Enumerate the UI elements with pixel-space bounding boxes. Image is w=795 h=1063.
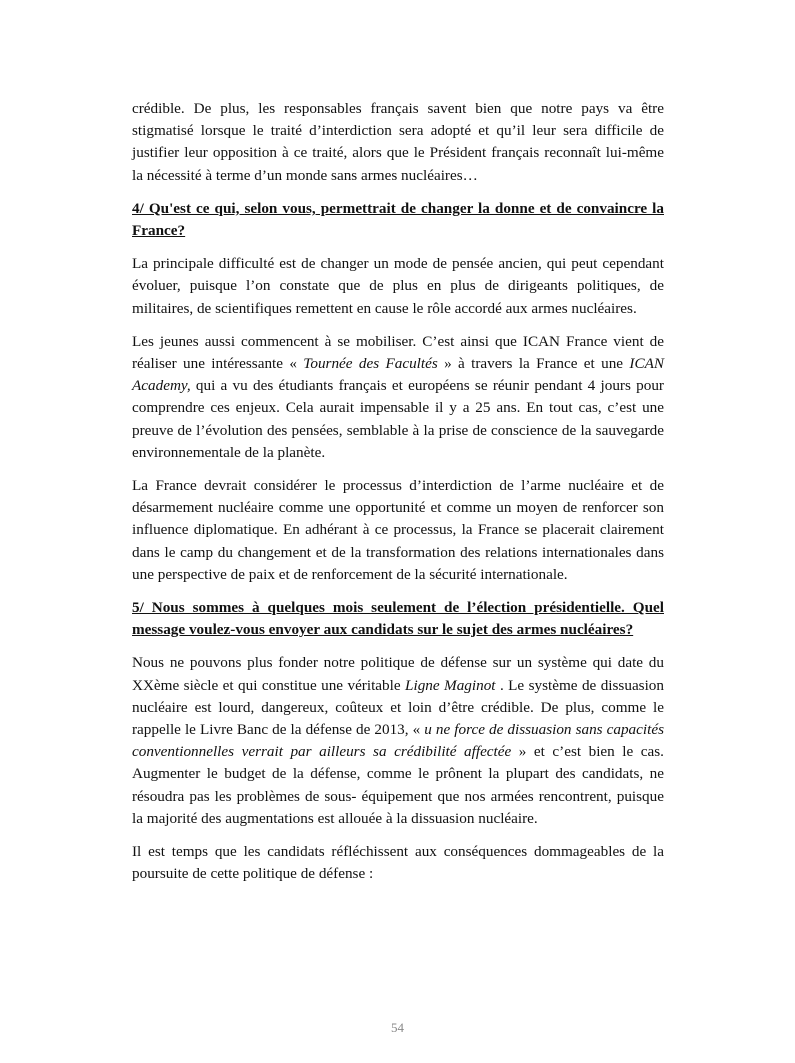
text-run: Nous ne pouvons plus fonder notre politique de défense sur un système qui date du XXème siècle et qui constitue une véritable xyxy=(132,654,664,694)
paragraph-credibility: crédible. De plus, les responsables français savent bien que notre pays va être stigmatisé lorsque le traité d’interdiction sera adopté et qu’il leur sera difficile de justifier leur opposition à ce traité, alors que le Président français reconnaît lui-même la nécessité à terme d’un monde sans armes nucléaires… xyxy=(132,100,664,184)
paragraph-france-opportunity: La France devrait considérer le processus d’interdiction de l’arme nucléaire et de désarmement nucléaire comme une opportunité et comme un moyen de renforcer son influence diplomatique. En adhérant à ce processus, la France se placerait clairement dans le camp du changement et de la transformation des relations internationales dans une perspective de paix et de renforcement de la sécurité internationale. xyxy=(132,477,664,583)
text-run: Les jeunes aussi commencent à se mobiliser. C’est ainsi que ICAN France vient de réaliser une intéressante « xyxy=(132,332,664,373)
page-number: 54 xyxy=(391,1020,404,1035)
italic-ican-academy: ICAN Academy, xyxy=(132,355,664,395)
italic-tournee: Tournée des Facultés xyxy=(303,355,438,373)
question-5-heading: 5/ Nous sommes à quelques mois seulement de l’élection présidentielle. Quel message voulez-vous envoyer aux candidats sur le sujet des armes nucléaires? xyxy=(132,599,664,639)
paragraph-candidates: Il est temps que les candidats réfléchissent aux conséquences dommageables de la poursuite de cette politique de défense : xyxy=(132,843,664,883)
text-run: qui a vu des étudiants français et européens se réunir pendant 4 jours pour comprendre ces enjeux. Cela aurait impensable il y a 25 ans. En tout cas, c’est une preuve de l’évolution des pensées, semblable à la prise de conscience de la sauvegarde environnementale de la planète. xyxy=(132,377,664,461)
paragraph-defense-policy xyxy=(132,652,664,830)
page-body xyxy=(132,98,664,886)
paragraph-youth-mobilisation xyxy=(132,331,664,464)
question-4-heading: 4/ Qu'est ce qui, selon vous, permettrait de changer la donne et de convaincre la France? xyxy=(132,199,664,240)
italic-livre-blanc-quote: u ne force de dissuasion sans capacités conventionnelles verrait par ailleurs sa crédibilité affectée xyxy=(132,721,664,761)
italic-ligne-maginot: Ligne Maginot xyxy=(405,676,496,694)
paragraph-main-difficulty: La principale difficulté est de changer un mode de pensée ancien, qui peut cependant évoluer, puisque l’on constate que de plus en plus de dirigeants politiques, de militaires, de scientifiques remettent en cause le rôle accordé aux armes nucléaires. xyxy=(132,255,664,317)
text-run: » et c’est bien le cas. Augmenter le budget de la défense, comme le prônent la plupart des candidats, ne résoudra pas les problèmes de sous- équipement que nos armées rencontrent, puisque la majorité des augmentations est allouée à la dissuasion nucléaire. xyxy=(132,743,664,827)
text-run: » à travers la France et une xyxy=(437,355,630,373)
text-run: . Le système de dissuasion nucléaire est lourd, dangereux, coûteux et loin d’être crédible. De plus, comme le rappelle le Livre Banc de la défense de 2013, « xyxy=(132,676,664,739)
